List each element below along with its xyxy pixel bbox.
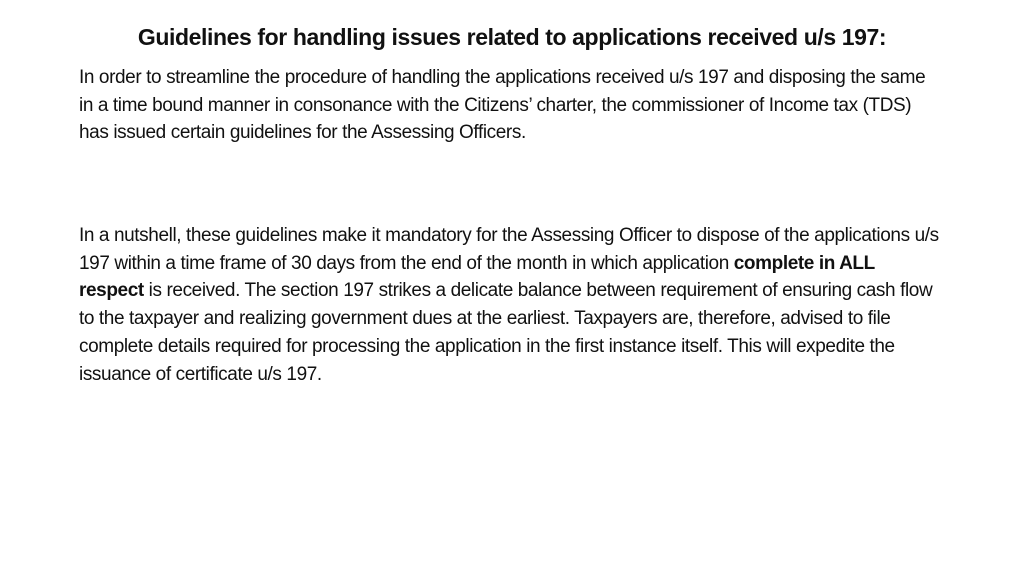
paragraph-intro: In order to streamline the procedure of handling the applications received u/s 197 and disposing the same in a time bound manner in consonance with the Citizens’ charter, the commissioner of Income tax (TDS) has issued certain guidelines for the Assessing Officers.: [79, 67, 926, 144]
paragraph-nutshell-text-after: is received. The section 197 strikes a delicate balance between requirement of ensuring cash flow to the taxpayer and realizing government dues at the earliest. Taxpayers are, therefore, advised to file complete details required for processing the application in the first instance itself. This will expedite the issuance of certificate u/s 197.: [79, 280, 933, 385]
paragraph-nutshell: [79, 222, 941, 388]
slide-title: Guidelines for handling issues related to applications received u/s 197:: [137, 24, 887, 50]
paragraph-nutshell-text-before: In a nutshell, these guidelines make it mandatory for the Assessing Officer to dispose of the applications u/s 197 within a time frame of 30 days from the end of the month in which application: [79, 225, 939, 274]
emphasis-complete-in-all-respect: complete in ALL respect: [79, 252, 875, 302]
